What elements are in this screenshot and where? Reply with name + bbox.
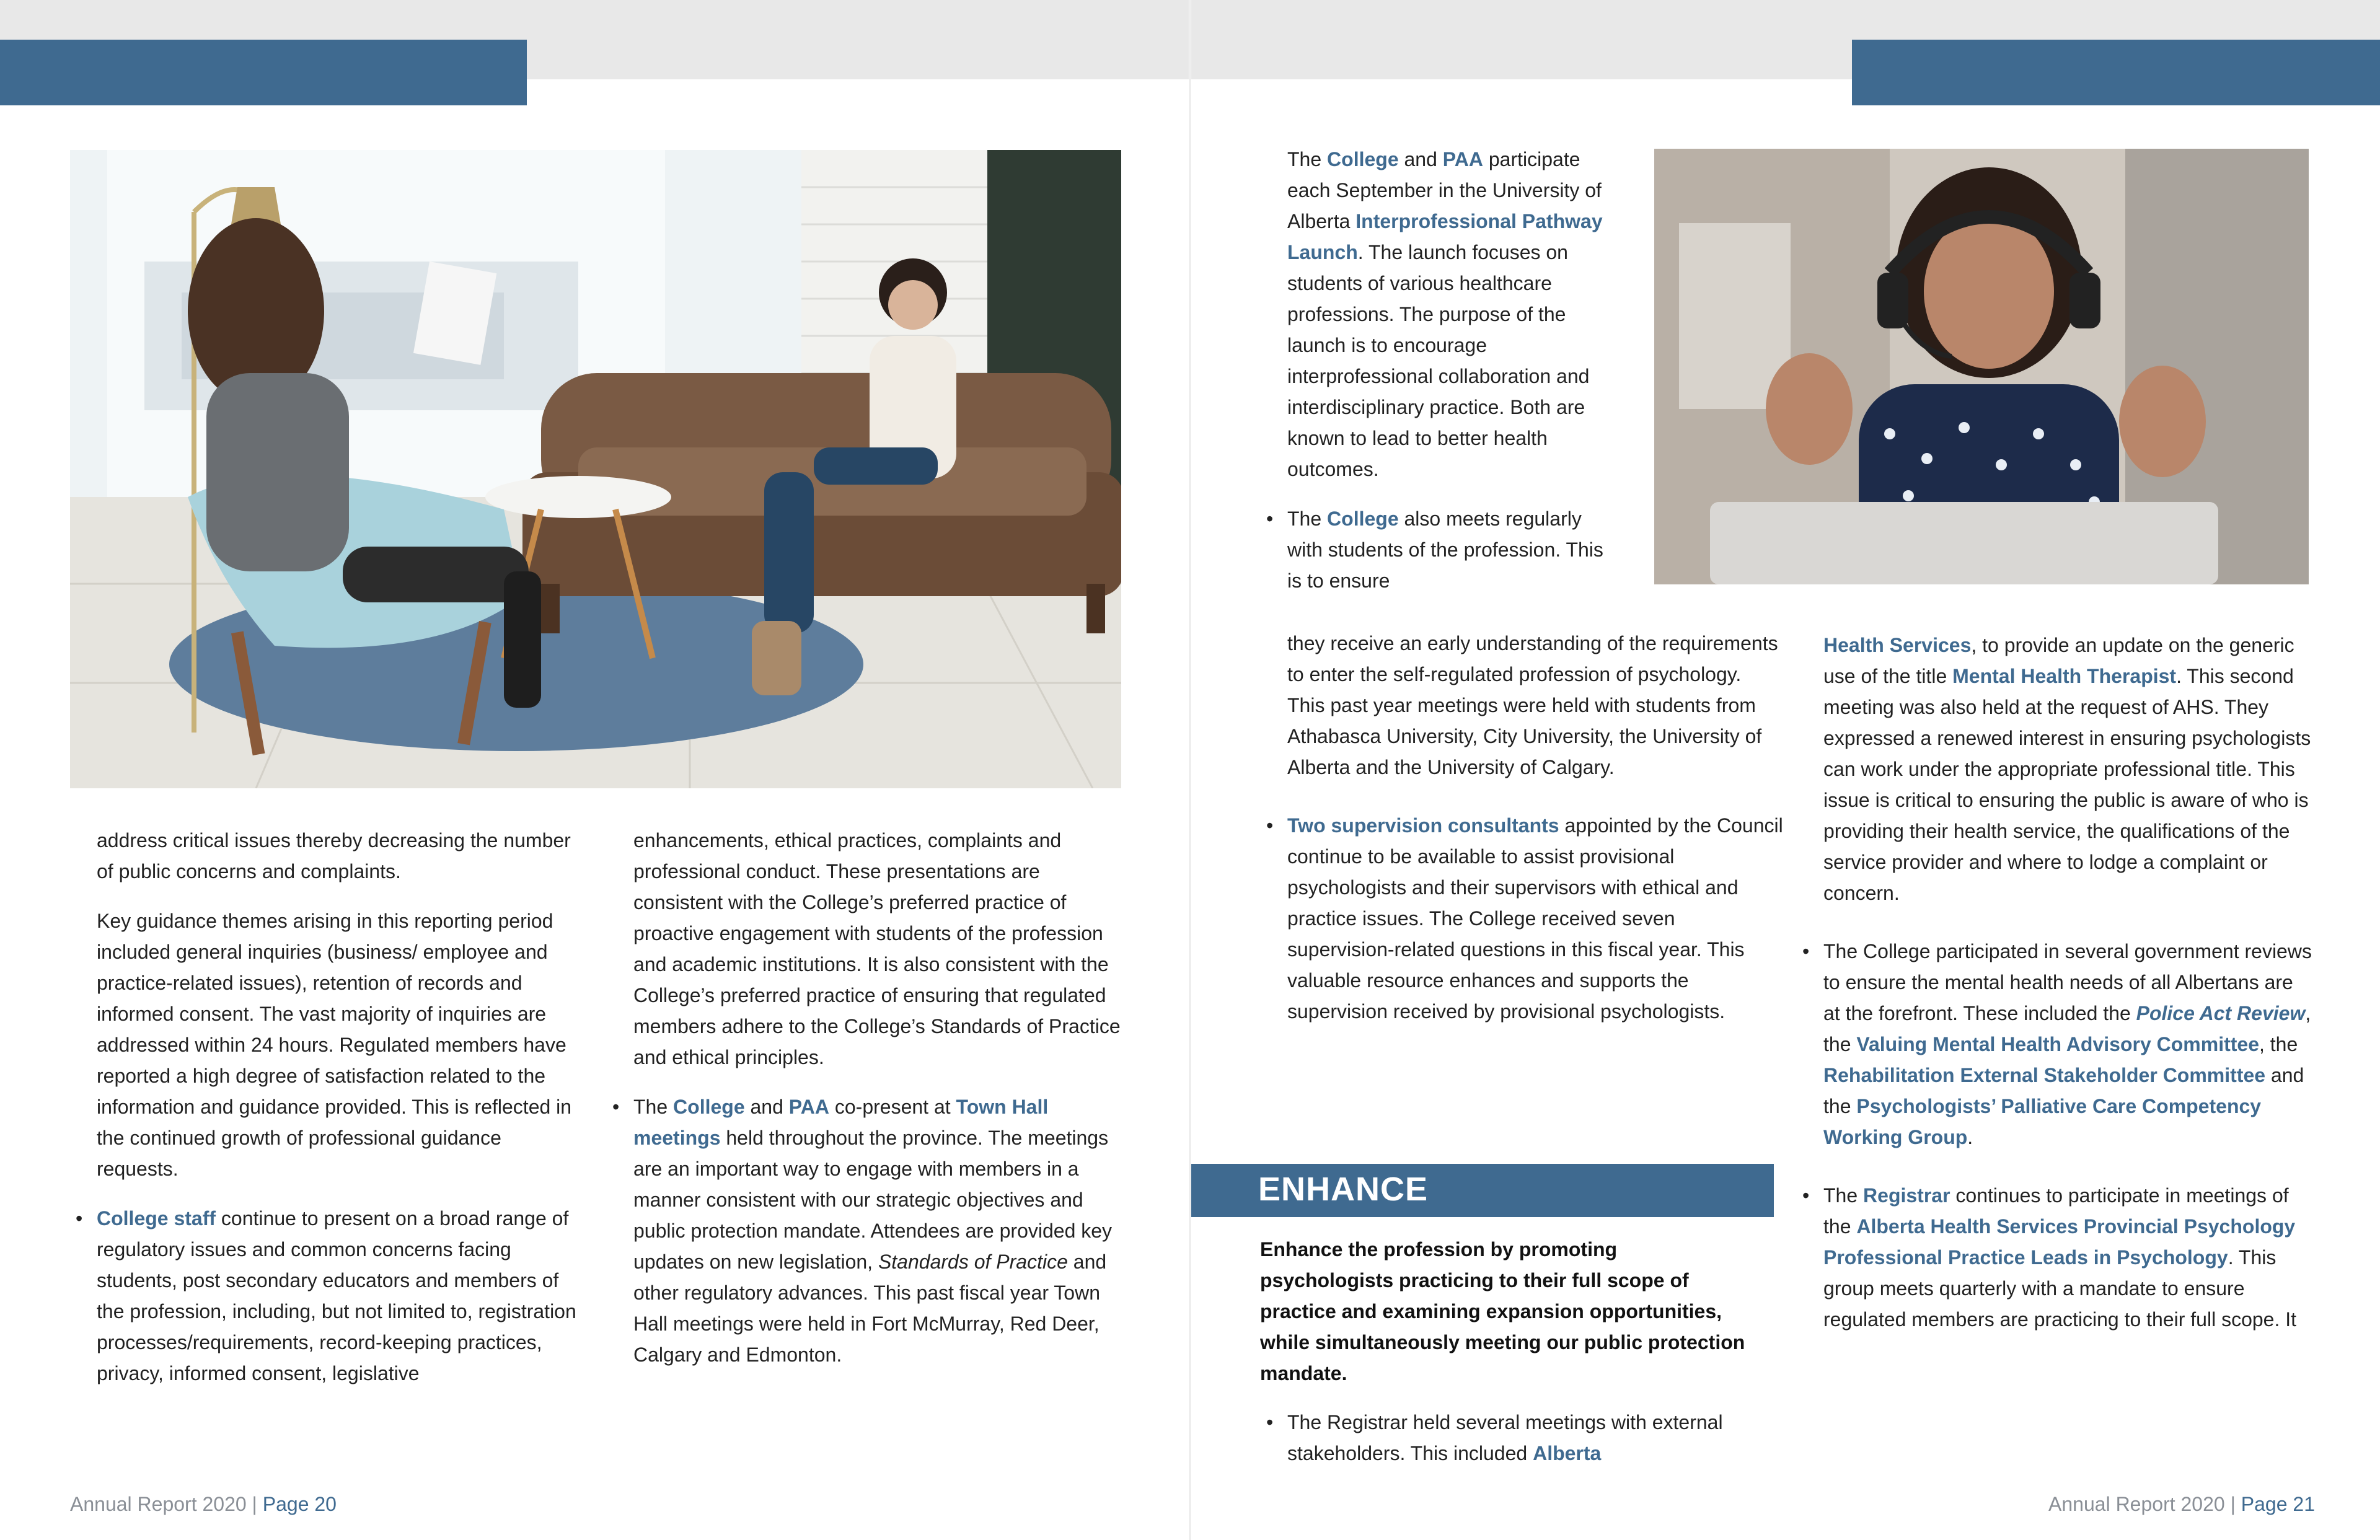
link-town-hall-meetings[interactable]: Town Hall meetings [633, 1096, 1049, 1149]
link-mental-health-therapist[interactable]: Mental Health Therapist [1952, 665, 2177, 687]
enhance-lead-text: Enhance the profession by promoting psychologists practicing to their full scope of practice and examining expansion opportunities, while simultaneously meeting our public protection mandate. [1260, 1238, 1745, 1384]
page-number: Page 20 [262, 1493, 337, 1515]
link-college-staff[interactable]: College staff [97, 1207, 216, 1230]
right-column-1-top [1287, 144, 1610, 596]
right-column-1-enhance [1287, 1407, 1771, 1487]
left-page-footer: Annual Report 2020 | Page 20 [70, 1493, 337, 1515]
bullet-item: • The College also meets regularly with students of the profession. This is to ensure [1287, 503, 1610, 596]
paragraph: address critical issues thereby decreasing the number of public concerns and complaints. [97, 829, 571, 882]
paragraph: enhancements, ethical practices, complaints and professional conduct. These presentations are consistent with the College’s preferred practice of proactive engagement with students of the profession and academic institutions. It is also consistent with the College’s preferred practice of ensuring that regulated members adhere to the College’s Standards of Practice and ethical principles. [633, 829, 1121, 1068]
link-registrar[interactable]: Registrar [1863, 1184, 1950, 1207]
bullet-item: • College staff continue to present on a broad range of regulatory issues and common concerns facing students, post secondary educators and members of the profession, including, but not limited to, registration processes/requirements, record-keeping practices, privacy, informed consent, legislative [97, 1203, 586, 1389]
paragraph: Health Services, to provide an update on the generic use of the title Mental Health Therapist. This second meeting was also held at the request of AHS. They expressed a renewed interest in ensuring psychologists can work under the appropriate professional title. This issue is critical to ensuring the public is aware of who is providing their health service, the qualifications of the service provider and where to lodge a complaint or concern. [1823, 634, 2311, 904]
headset-video-call-photo [1654, 149, 2309, 584]
left-column-2 [633, 825, 1124, 1389]
link-palliative-care-working-group[interactable]: Psychologists’ Palliative Care Competency Working Group [1823, 1095, 2262, 1148]
link-college[interactable]: College [673, 1096, 745, 1118]
bullet-item: • Two supervision consultants appointed by the Council continue to be available to assist provisional psychologists and their supervisors with ethical and practice issues. The College received seven supervision-related questions in this fiscal year. This valuable resource enhances and supports the supervision received by provisional psychologists. [1287, 810, 1783, 1027]
left-column-1 [97, 825, 586, 1407]
bullet-item: • The Registrar held several meetings with external stakeholders. This included Alberta [1287, 1407, 1771, 1469]
link-health-services[interactable]: Health Services [1823, 634, 1972, 656]
page-spine [1189, 0, 1191, 1540]
bullet-item: • The Registrar continues to participate in meetings of the Alberta Health Services Provincial Psychology Professional Practice Leads in Psychology. This group meets quarterly with a mandate to ensure regulated members are practicing to their full scope. It [1823, 1180, 2313, 1335]
link-ahs-practice-leads[interactable]: Alberta Health Services Provincial Psychology Professional Practice Leads in Psychology [1823, 1215, 2296, 1269]
right-column-1-bottom [1287, 628, 1783, 1045]
link-valuing-mental-health[interactable]: Valuing Mental Health Advisory Committee [1856, 1033, 2259, 1055]
paragraph: they receive an early understanding of the requirements to enter the self-regulated profession of psychology. This past year meetings were held with students from Athabasca University, City University, the University of Alberta and the University of Calgary. [1287, 632, 1778, 778]
right-page-footer: Annual Report 2020 | Page 21 [2048, 1493, 2315, 1515]
link-alberta[interactable]: Alberta [1533, 1442, 1602, 1464]
paragraph: The College and PAA participate each September in the University of Alberta Interprofessional Pathway Launch. The launch focuses on students of various healthcare professions. The purpose of the launch is to encourage interprofessional collaboration and interdisciplinary practice. Both are known to lead to better health outcomes. [1287, 148, 1603, 480]
bullet-item: • The College and PAA co-present at Town Hall meetings held throughout the province. The meetings are an important way to engage with members in a manner consistent with our strategic objectives and public protection mandate. Attendees are provided key updates on new legislation, Standards of Practice and other regulatory advances. This past fiscal year Town Hall meetings were held in Fort McMurray, Red Deer, Calgary and Edmonton. [633, 1091, 1124, 1370]
page-number: Page 21 [2241, 1493, 2315, 1515]
enhance-section-heading: ENHANCE [1191, 1164, 1774, 1217]
paragraph: Key guidance themes arising in this reporting period included general inquiries (business/ employee and practice-related issues), retention of records and informed consent. The vast majority of inquiries are addressed within 24 hours. Regulated members have reported a high degree of satisfaction related to the information and guidance provided. This is reflected in the continued growth of professional guidance requests. [97, 910, 572, 1180]
bullet-item: • The College participated in several government reviews to ensure the mental health needs of all Albertans are at the forefront. These included the Police Act Review, the Valuing Mental Health Advisory Committee, the Rehabilitation External Stakeholder Committee and the Psychologists’ Palliative Care Competency Working Group. [1823, 936, 2313, 1153]
link-two-supervision-consultants[interactable]: Two supervision consultants [1287, 814, 1559, 837]
therapy-session-photo [70, 150, 1121, 788]
link-college[interactable]: College [1327, 508, 1399, 530]
link-police-act-review[interactable]: Police Act Review [2136, 1002, 2306, 1024]
link-rehabilitation-committee[interactable]: Rehabilitation External Stakeholder Committee [1823, 1064, 2266, 1086]
right-column-2 [1823, 630, 2313, 1353]
link-college[interactable]: College [1327, 148, 1399, 170]
link-interprofessional-pathway-launch[interactable]: Interprofessional Pathway Launch [1287, 210, 1603, 263]
link-paa[interactable]: PAA [1442, 148, 1483, 170]
link-paa[interactable]: PAA [788, 1096, 829, 1118]
left-header-tab [0, 40, 527, 105]
right-header-tab [1852, 40, 2380, 105]
